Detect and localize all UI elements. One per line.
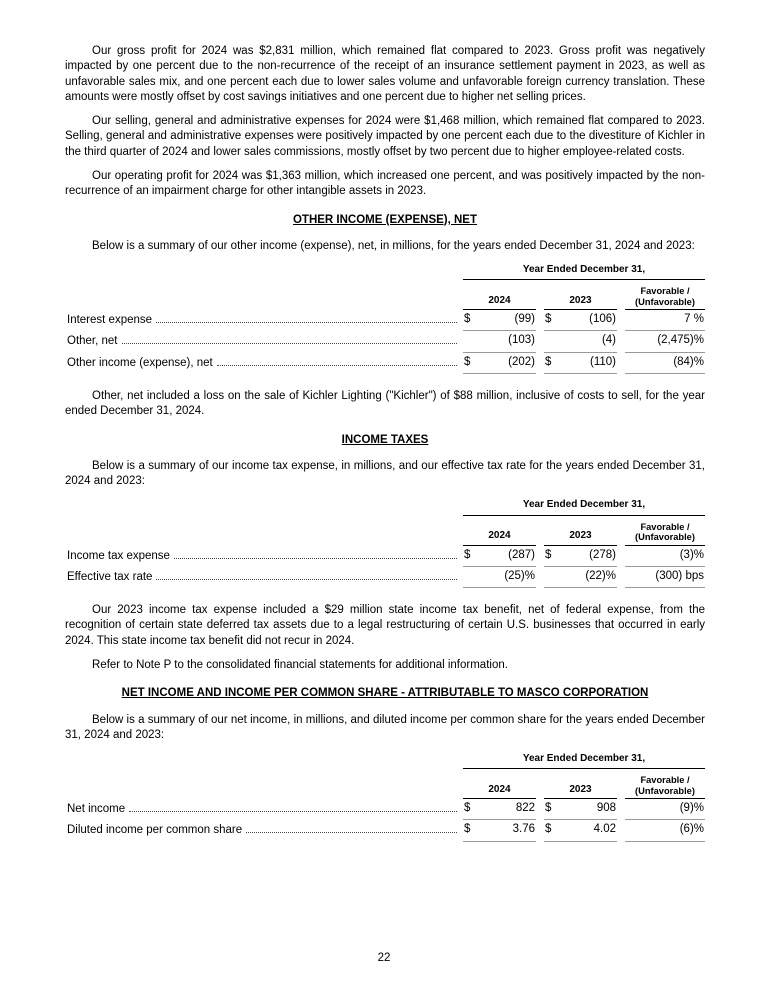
row-label: Interest expense <box>67 314 153 327</box>
dot-leader <box>217 364 457 366</box>
heading-income-taxes-text: INCOME TAXES <box>341 433 429 446</box>
value-2023: (22)% <box>585 569 616 582</box>
dollar-sign: $ <box>545 823 552 836</box>
table-row <box>65 310 705 331</box>
value-change: 7 % <box>684 313 704 326</box>
dot-leader <box>174 557 457 559</box>
dollar-sign: $ <box>464 802 471 815</box>
heading-other-income <box>65 213 705 228</box>
dot-leader <box>122 342 457 344</box>
dollar-sign: $ <box>464 823 471 836</box>
table-total-row <box>65 353 705 374</box>
col-2023-header: 2023 <box>544 528 617 545</box>
other-income-table <box>65 263 705 374</box>
table-row <box>65 567 705 588</box>
table-span-header-row <box>65 498 705 515</box>
col-favorable-header <box>625 774 705 799</box>
paragraph-sga: Our selling, general and administrative expenses for 2024 were $1,468 million, which remained flat compared to 2023. Selling, general and administrative expenses were positively impacted by one percent each due to the divestiture of Kichler in the third quarter of 2024 and lower sales commissions, mostly offset by two percent due to higher employee-related costs. <box>65 115 705 158</box>
col-2023-header: 2023 <box>544 782 617 799</box>
table-column-header-row <box>65 516 705 546</box>
table-column-header-row <box>65 769 705 799</box>
dollar-sign: $ <box>464 548 471 561</box>
value-2023: (278) <box>589 548 616 561</box>
value-2023: (4) <box>601 334 616 347</box>
paragraph-gross-profit: Our gross profit for 2024 was $2,831 million, which remained flat compared to 2023. Gross profit was negatively impacted by one percent due to the non-recurrence of the receipt of an insurance settlement payment in 2023, as well as unfavorable sales mix, and one percent each due to lower sales volume and unfavorable foreign currency translation. These amounts were mostly offset by cost savings initiatives and one percent due to higher net selling prices. <box>65 45 705 103</box>
dollar-sign: $ <box>464 313 471 326</box>
value-change: (3)% <box>679 548 704 561</box>
value-change: (300) bps <box>655 569 704 582</box>
year-ended-header: Year Ended December 31, <box>463 752 705 769</box>
col-2024-header: 2024 <box>463 293 536 310</box>
paragraph-net-income-intro: Below is a summary of our net income, in millions, and diluted income per common share for the years ended December 31, 2024 and 2023: <box>65 713 705 741</box>
dollar-sign: $ <box>545 802 552 815</box>
value-2024: (25)% <box>504 569 535 582</box>
favorable-line1: Favorable / <box>640 521 690 532</box>
value-2024: (99) <box>514 313 535 326</box>
value-2024: 822 <box>515 802 535 815</box>
value-change: (84)% <box>673 355 704 368</box>
heading-net-income <box>65 686 705 701</box>
table-row <box>65 820 705 841</box>
dot-leader <box>246 831 457 833</box>
favorable-line2: (Unfavorable) <box>635 532 695 543</box>
value-2024: (202) <box>508 355 535 368</box>
value-change: (9)% <box>679 802 704 815</box>
value-2023: 4.02 <box>593 823 616 836</box>
row-label: Income tax expense <box>67 549 170 562</box>
value-2024: 3.76 <box>512 823 535 836</box>
dot-leader <box>156 321 457 323</box>
col-2024-header: 2024 <box>463 528 536 545</box>
col-2023-header: 2023 <box>544 293 617 310</box>
table-column-header-row <box>65 280 705 310</box>
col-2024-header: 2024 <box>463 782 536 799</box>
value-2024: (287) <box>508 548 535 561</box>
paragraph-other-income-intro: Below is a summary of our other income (expense), net, in millions, for the years ended December 31, 2024 and 2023: <box>92 239 695 252</box>
favorable-line1: Favorable / <box>640 775 690 786</box>
value-change: (2,475)% <box>657 334 704 347</box>
page-number: 22 <box>377 951 391 964</box>
table-span-header-row <box>65 752 705 769</box>
dollar-sign: $ <box>464 355 471 368</box>
value-2023: (106) <box>589 313 616 326</box>
table-row <box>65 331 705 352</box>
value-2023: 908 <box>596 802 616 815</box>
dot-leader <box>129 810 457 812</box>
row-label: Effective tax rate <box>67 570 153 583</box>
favorable-line2: (Unfavorable) <box>635 785 695 796</box>
row-label: Other, net <box>67 335 118 348</box>
dollar-sign: $ <box>545 355 552 368</box>
favorable-line2: (Unfavorable) <box>635 296 695 307</box>
row-label: Net income <box>67 803 126 816</box>
col-favorable-header <box>625 521 705 546</box>
table-row <box>65 799 705 820</box>
heading-income-taxes <box>65 433 705 448</box>
paragraph-tax-benefit-note: Our 2023 income tax expense included a $29 million state income tax benefit, net of federal expense, from the recognition of certain state deferred tax assets due to a legal restructuring of certain U.S. businesses that occurred in early 2024. This state income tax benefit did not recur in 2024. <box>65 604 705 647</box>
value-2023: (110) <box>590 355 616 368</box>
paragraph-operating-profit: Our operating profit for 2024 was $1,363 million, which increased one percent, and was positively impacted by the non-recurrence of an impairment charge for other intangible assets in 2023. <box>65 169 705 198</box>
net-income-table <box>65 752 705 842</box>
value-change: (6)% <box>679 823 704 836</box>
dot-leader <box>156 578 457 580</box>
value-2024: (103) <box>508 334 535 347</box>
income-taxes-table <box>65 498 705 588</box>
heading-other-income-text: OTHER INCOME (EXPENSE), NET <box>292 213 478 226</box>
col-favorable-header <box>625 285 705 310</box>
table-span-header-row <box>65 263 705 280</box>
paragraph-note-p: Refer to Note P to the consolidated financial statements for additional information. <box>92 658 508 671</box>
row-label: Diluted income per common share <box>67 824 243 837</box>
paragraph-income-tax-intro: Below is a summary of our income tax expense, in millions, and our effective tax rate for the years ended December 31, 2024 and 2023: <box>65 459 705 488</box>
dollar-sign: $ <box>545 313 552 326</box>
paragraph-kichler-note: Other, net included a loss on the sale of Kichler Lighting ("Kichler") of $88 million, inclusive of costs to sell, for the year ended December 31, 2024. <box>65 390 705 418</box>
year-ended-header: Year Ended December 31, <box>463 498 705 515</box>
favorable-line1: Favorable / <box>640 286 690 297</box>
table-row <box>65 546 705 567</box>
dollar-sign: $ <box>545 548 552 561</box>
year-ended-header: Year Ended December 31, <box>463 263 705 280</box>
heading-net-income-text: NET INCOME AND INCOME PER COMMON SHARE - ATTRIBUTABLE TO MASCO CORPORATION <box>121 687 649 700</box>
row-label: Other income (expense), net <box>67 356 213 369</box>
